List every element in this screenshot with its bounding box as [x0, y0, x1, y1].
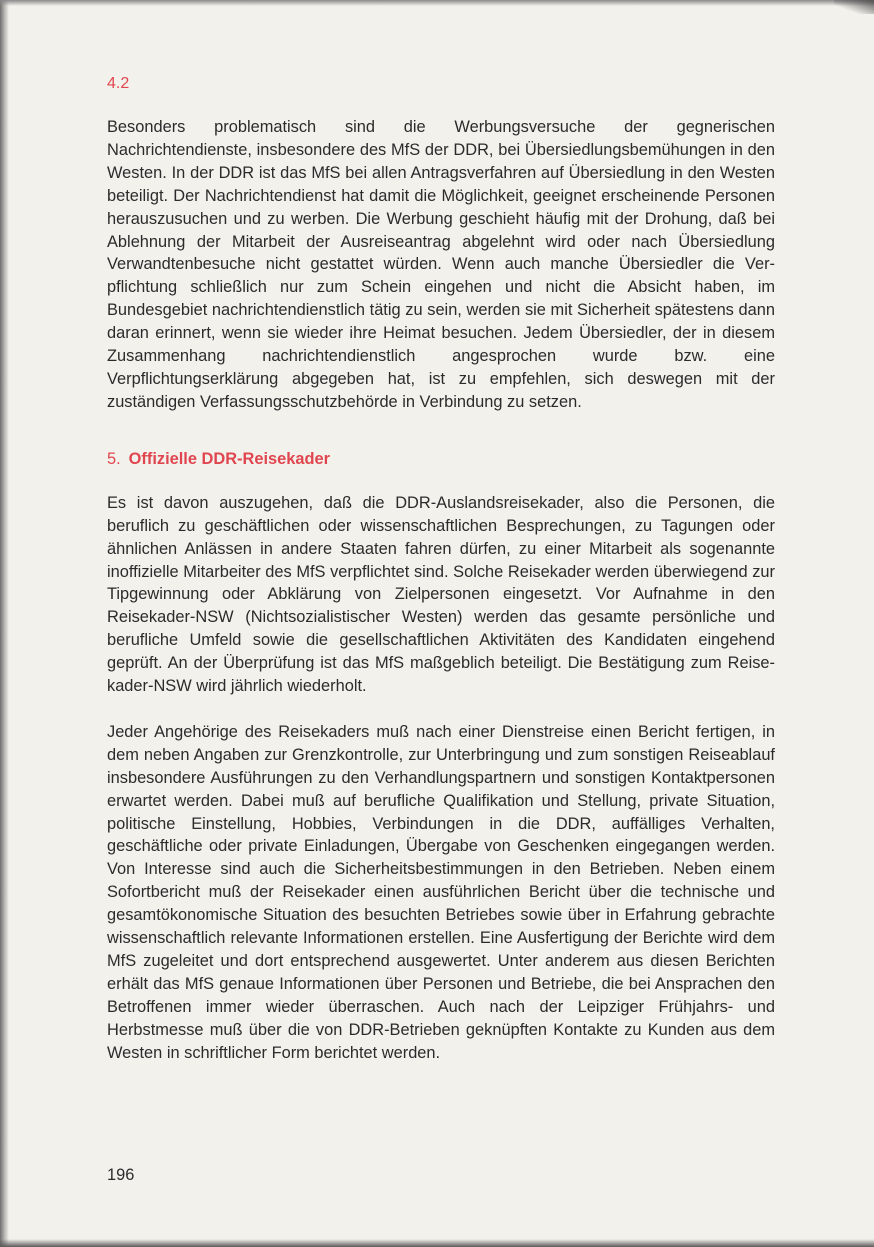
heading-number: 5. — [107, 449, 121, 468]
scan-edge-bottom — [0, 1239, 874, 1247]
paragraph-reisekader: Es ist davon auszugehen, daß die DDR-Auslandsreisekader, also die Personen, die beruflich zu geschäftlichen oder wissenschaftlichen Besprechungen, zu Tagungen oder ähnlichen Anlässen in andere Staaten fahren dürfen, zu einer Mitarbeit als sogenannte inoffizielle Mitarbeiter des MfS verpflichtet sind. Solche Reisekader werden überwiegend zur Tipgewinnung oder Abklärung von Zielpersonen eingesetzt. Vor Aufnahme in den Reisekader-NSW (Nichtsozialistischer Westen) werden das gesamte persönliche und berufliche Umfeld sowie die gesellschaftlichen Aktivitäten des Kandidaten eingehend geprüft. An der Überprüfung ist das MfS maßgeblich beteiligt. Die Bestätigung zum Reisekader-NSW wird jährlich wiederholt. — [107, 493, 775, 696]
section-heading — [107, 448, 775, 470]
scan-corner — [834, 0, 874, 14]
paragraph-berichte: Jeder Angehörige des Reisekaders muß nach einer Dienstreise einen Bericht fertigen, in dem neben Angaben zur Grenzkontrolle, zur Unterbringung und zum sonstigen Reiseablauf insbesondere Ausführungen zu den Verhandlungspartnern und sonstigen Kontaktpersonen erwartet werden. Dabei muß auf berufliche Qualifikation und Stellung, private Situation, politische Einstellung, Hobbies, Verbindungen in die DDR, auffälliges Verhalten, geschäftliche oder private Einladungen, Übergabe von Geschenken eingegangen werden. Von Interesse sind auch die Sicherheitsbestimmungen in den Betrieben. Neben einem Sofortbericht muß der Reisekader einen ausführlichen Bericht über die technische und gesamtökonomische Situation des besuchten Betriebes sowie über in Erfahrung gebrachte wissenschaftlich relevante Informationen erstellen. Eine Ausfertigung der Berichte wird dem MfS zugeleitet und dort entsprechend ausgewertet. Unter anderem aus diesen Berichten erhält das MfS genaue Informationen über Personen und Betriebe, die bei Ansprachen den Betroffenen immer wieder überraschen. Auch nach der Leipziger Frühjahrs- und Herbstmesse muß über die von DDR-Betrieben geknüpften Kontakte zu Kunden aus dem Westen in schriftlicher Form berichtet werden. — [107, 722, 775, 1062]
scan-edge-top — [0, 0, 874, 6]
paragraph-gap — [107, 698, 775, 721]
paragraph-uebersiedler: Besonders problematisch sind die Werbungsversuche der gegnerischen Nachrichtendienste, insbesondere des MfS der DDR, bei Übersiedlungsbemühungen in den Westen. In der DDR ist das MfS bei allen Antragsverfahren auf Übersiedlung in den Westen beteiligt. Der Nachrichtendienst hat damit die Möglichkeit, geeignet erscheinende Personen herauszusuchen und zu werben. Die Werbung geschieht häufig mit der Drohung, daß bei Ablehnung der Mitarbeit der Ausreiseantrag abgelehnt wird oder nach Übersiedlung Verwandtenbesuche nicht gestattet würden. Wenn auch manche Übersiedler die Verpflichtung schließlich nur zum Schein eingehen und nicht die Absicht haben, im Bundesgebiet nachrichtendienstlich tätig zu sein, werden sie mit Sicherheit spätestens dann daran erinnert, wenn sie wieder ihre Heimat besuchen. Jedem Übersiedler, der in diesem Zusammenhang nachrichtendienstlich angesprochen wurde bzw. eine Verpflichtungserklärung abgegeben hat, ist zu empfehlen, sich deswegen mit der zuständigen Verfassungsschutzbehörde in Verbindung zu setzen. — [107, 118, 775, 411]
section-number: 4.2 — [107, 75, 130, 92]
page-content — [107, 72, 775, 1065]
scan-edge-left — [0, 0, 9, 1247]
heading-title: Offizielle DDR-Reisekader — [128, 449, 330, 468]
page-number: 196 — [107, 1166, 135, 1184]
